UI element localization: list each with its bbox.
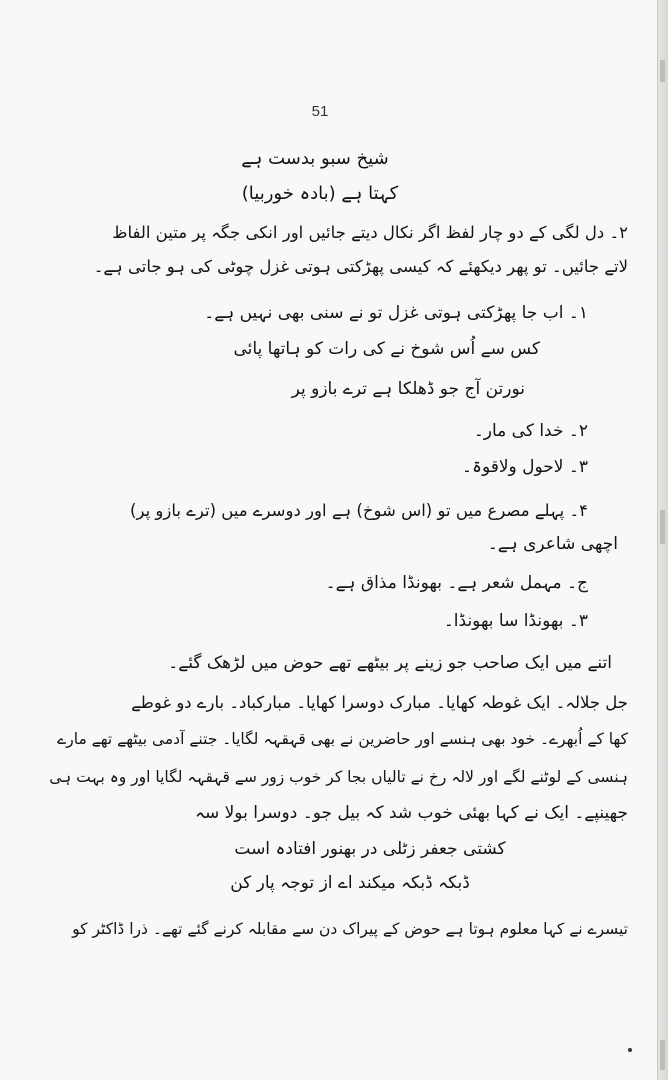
- list-item: ۱۔ اب جا پھڑکتی ہوتی غزل تو نے سنی بھی نہیں ہے۔: [204, 303, 588, 323]
- verse-line: کس سے اُس شوخ نے کی رات کو ہاتھا پائی: [233, 339, 540, 359]
- text-line: لاتے جائیں۔ تو پھر دیکھئے کہ کیسی پھڑکتی ہوتی غزل چوٹی کی ہو جاتی ہے۔: [93, 257, 628, 276]
- text-line: اچھی شاعری ہے۔: [487, 534, 618, 554]
- text-line: تیسرے نے کہا معلوم ہوتا ہے حوض کے پیراک دن سے مقابلہ کرنے گئے تھے۔ ذرا ڈاکٹر کو: [72, 920, 628, 938]
- subheading-verse: کہتا ہے (بادہ خوربیا): [241, 183, 399, 204]
- text-line: جھینپے۔ ایک نے کہا بھئی خوب شد کہ بیل جو۔ دوسرا بولا سہ: [194, 803, 628, 823]
- list-item: ج۔ مہمل شعر ہے۔ بھونڈا مذاق ہے۔: [325, 573, 588, 593]
- text-line: اتنے میں ایک صاحب جو زینے پر بیٹھے تھے حوض میں لڑھک گئے۔: [168, 653, 612, 673]
- verse-line: نورتن آج جو ڈھلکا ہے ترے بازو پر: [291, 379, 525, 399]
- binding-mark: [660, 510, 665, 544]
- binding-mark: [660, 60, 665, 82]
- verse-line: کشتی جعفر زٹلی در بھنور افتادہ است: [234, 839, 506, 859]
- list-item: ۴۔ پہلے مصرع میں تو (اس شوخ) ہے اور دوسرے میں (ترے بازو پر): [130, 501, 588, 520]
- list-item: ۳۔ بھونڈا سا بھونڈا۔: [443, 611, 588, 631]
- page-number: 51: [311, 103, 329, 120]
- binding-mark: [660, 1040, 665, 1070]
- text-line: ۲۔ دل لگی کے دو چار لفظ اگر نکال دیتے جائیں اور انکی جگہ پر متین الفاظ: [112, 223, 628, 242]
- ink-dot: [628, 1048, 632, 1052]
- text-line: جل جلالہ۔ ایک غوطہ کھایا۔ مبارک دوسرا کھایا۔ مبارکباد۔ بارے دو غوطے: [131, 693, 628, 712]
- list-item: ۲۔ خدا کی مار۔: [473, 421, 588, 441]
- binding-edge: [657, 0, 668, 1080]
- verse-line: ڈبکہ ڈبکہ میکند اے از توجہ پار کن: [230, 873, 470, 893]
- list-item: ۳۔ لاحول ولاقوۃ۔: [462, 457, 588, 477]
- text-line: ہنسی کے لوٹنے لگے اور لالہ رخ نے تالیاں بجا کر خوب زور سے قہقہہ لگایا اور وہ بہت ہی: [49, 768, 628, 786]
- text-line: کھا کے اُبھرے۔ خود بھی ہنسے اور حاضرین نے بھی قہقہہ لگایا۔ جتنے آدمی بیٹھے تھے مارے: [57, 730, 628, 748]
- heading-verse: شیخ سبو بدست ہے: [241, 148, 389, 169]
